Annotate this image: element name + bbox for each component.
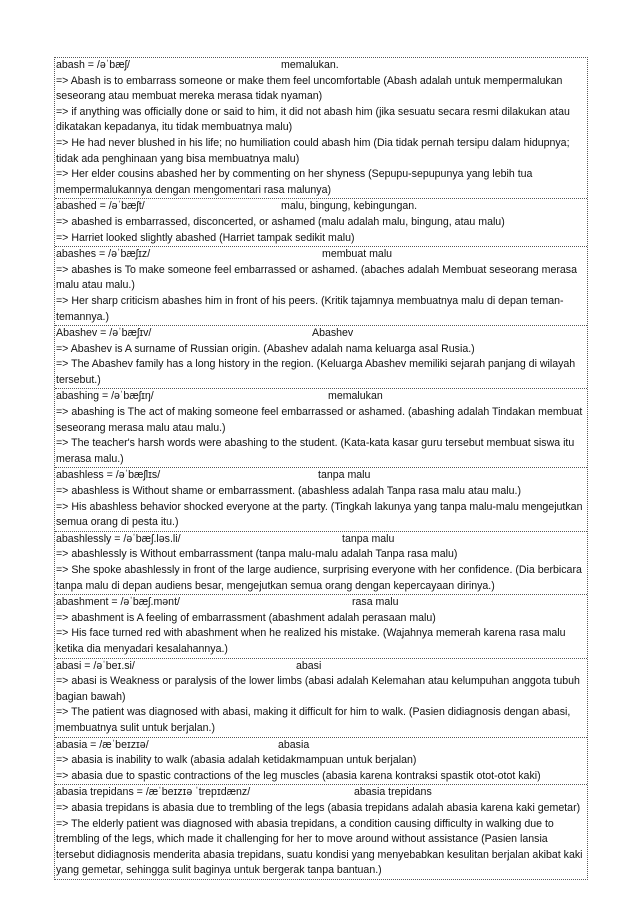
entry-meaning: abasi: [296, 659, 322, 672]
entry-meaning: malu, bingung, kebingungan.: [281, 200, 418, 213]
entry-example-line: => abashment is A feeling of embarrassment (abashment adalah perasaan malu): [56, 611, 436, 624]
dictionary-entry: [55, 326, 587, 389]
entry-headword: abasi = /əˈbeɪ.si/: [56, 659, 135, 672]
dictionary-entry: [55, 738, 587, 786]
entry-meaning: memalukan.: [281, 59, 339, 71]
entry-example-line: => abashlessly is Without embarrassment (tanpa malu-malu adalah Tanpa rasa malu): [56, 548, 458, 561]
entry-example-line: => abasia is inability to walk (abasia adalah ketidakmampuan untuk berjalan): [56, 754, 417, 767]
entry-meaning: tanpa malu: [342, 532, 395, 545]
dictionary-entry: [55, 595, 587, 658]
entry-example-line: => Abash is to embarrass someone or make them feel uncomfortable (Abash adalah untuk mempermalukan seseorang atau membuat mereka merasa tidak nyaman): [56, 74, 563, 103]
entry-example-line: => abashing is The act of making someone feel embarrassed or ashamed. (abashing adalah Tindakan membuat seseorang merasa malu atau malu.): [56, 406, 583, 434]
entry-example-line: => He had never blushed in his life; no humiliation could abash him (Dia tidak pernah tersipu dalam hidupnya;: [56, 136, 570, 149]
entry-headline: [56, 58, 586, 74]
entry-headline: [56, 199, 586, 215]
entry-example-line: => His abashless behavior shocked everyone at the party. (Tingkah lakunya yang tanpa malu-malu mengejutkan semua orang di pesta itu.): [56, 500, 583, 529]
entry-example-line: => The teacher's harsh words were abashing to the student. (Kata-kata kasar guru tersebut membuat siswa itu merasa malu.): [56, 437, 575, 465]
entry-example-line: => if anything was officially done or said to him, it did not abash him (jika sesuatu secara resmi dilakukan atau dikatakan kepadanya, itu tidak membuatnya malu): [56, 105, 570, 134]
dictionary-document: [54, 57, 588, 880]
entry-example-line: => abashless is Without shame or embarrassment. (abashless adalah Tanpa rasa malu atau malu.): [56, 485, 521, 498]
entry-headword: abashing = /əˈbæʃɪŋ/: [56, 390, 154, 403]
entry-headline: [56, 532, 586, 548]
entry-headline: [56, 738, 586, 754]
entry-headline: [56, 595, 586, 611]
entry-headline: [56, 326, 586, 342]
dictionary-entry: [55, 532, 587, 595]
entry-headword: abashed = /əˈbæʃt/: [56, 200, 145, 213]
entry-headword: abashes = /əˈbæʃɪz/: [56, 248, 151, 261]
entry-example-line: => Abashev is A surname of Russian origin. (Abashev adalah nama keluarga asal Rusia.): [56, 342, 475, 355]
entry-meaning: Abashev: [312, 327, 354, 340]
entry-example-line: => Her sharp criticism abashes him in front of his peers. (Kritik tajamnya membuatnya malu di depan teman-temannya.): [56, 294, 564, 323]
entry-example-line: => His face turned red with abashment when he realized his mistake. (Wajahnya memerah karena rasa malu ketika dia menyadari kesalahannya.): [56, 627, 566, 655]
dictionary-entry: [55, 659, 587, 738]
dictionary-entry: [55, 389, 587, 468]
entry-example-line: => Her elder cousins abashed her by commenting on her shyness (Sepupu-sepupunya yang lebih tua mempermalukannya dengan mengomentari rasa malunya): [56, 168, 533, 196]
entry-headword: abashless = /əˈbæʃlɪs/: [56, 469, 161, 482]
entry-meaning: memalukan: [328, 390, 383, 403]
dictionary-entry: [55, 199, 587, 247]
entry-example-line: => She spoke abashlessly in front of the large audience, surprising everyone with her confidence. (Dia berbicara tanpa malu di depan audiens besar, mengejutkan semua orang dengan kepercayaan dirinya.): [56, 564, 582, 592]
entry-headword: abasia trepidans = /æˈbeɪzɪə ˈtrepɪdænz/: [56, 786, 251, 799]
entry-example-line: => Harriet looked slightly abashed (Harriet tampak sedikit malu): [56, 231, 355, 244]
dictionary-entry: [55, 785, 587, 879]
entry-headline: [56, 468, 586, 484]
entry-meaning: rasa malu: [352, 596, 399, 609]
entry-headline: [56, 785, 586, 801]
entry-headword: abasia = /æˈbeɪzɪə/: [56, 738, 149, 751]
dictionary-entry: [55, 58, 587, 199]
entry-headline: [56, 389, 586, 405]
entry-example-line: => The Abashev family has a long history in the region. (Keluarga Abashev memiliki sejarah panjang di wilayah tersebut.): [56, 358, 576, 386]
entry-headword: abash = /əˈbæʃ/: [56, 59, 130, 71]
entry-headword: abashment = /əˈbæʃ.mənt/: [56, 596, 180, 609]
dictionary-entry: [55, 468, 587, 531]
entry-example-line: => abashed is embarrassed, disconcerted, or ashamed (malu adalah malu, bingung, atau malu): [56, 215, 505, 228]
entry-example-line: tidak ada penghinaan yang bisa membuatnya malu): [56, 152, 300, 165]
entry-example-line: => abasia due to spastic contractions of the leg muscles (abasia karena kontraksi spastik otot-otot kaki): [56, 769, 541, 782]
entry-example-line: => abashes is To make someone feel embarrassed or ashamed. (abaches adalah Membuat seseorang merasa malu atau malu.): [56, 263, 577, 292]
entry-headword: Abashev = /əˈbæʃɪv/: [56, 327, 152, 340]
entry-example-line: => abasi is Weakness or paralysis of the lower limbs (abasi adalah Kelemahan atau kelumpuhan anggota tubuh bagian bawah): [56, 675, 580, 703]
entry-meaning: membuat malu: [322, 248, 393, 261]
entry-meaning: abasia trepidans: [354, 786, 432, 799]
dictionary-entry: [55, 247, 587, 326]
entry-headword: abashlessly = /əˈbæʃ.ləs.li/: [56, 532, 181, 545]
entry-meaning: tanpa malu: [318, 469, 371, 482]
entry-headline: [56, 659, 586, 675]
entry-example-line: => The elderly patient was diagnosed with abasia trepidans, a condition causing difficulty in walking due to trembling of the legs, which made it challenging for her to move around without assistance (Pasien lansia tersebut didiagnosis menderita abasia trepidans, suatu kondisi yang menyebabkan kesulitan berjalan akibat kaki yang gemetar, sehingga sulit baginya untuk bergerak tanpa bantuan.): [56, 817, 583, 877]
entry-headline: [56, 247, 586, 263]
entry-meaning: abasia: [278, 738, 310, 751]
entry-example-line: => The patient was diagnosed with abasi, making it difficult for him to walk. (Pasien didiagnosis dengan abasi, membuatnya sulit untuk berjalan.): [56, 706, 571, 734]
entry-example-line: => abasia trepidans is abasia due to trembling of the legs (abasia trepidans adalah abasia karena kaki gemetar): [56, 801, 581, 814]
